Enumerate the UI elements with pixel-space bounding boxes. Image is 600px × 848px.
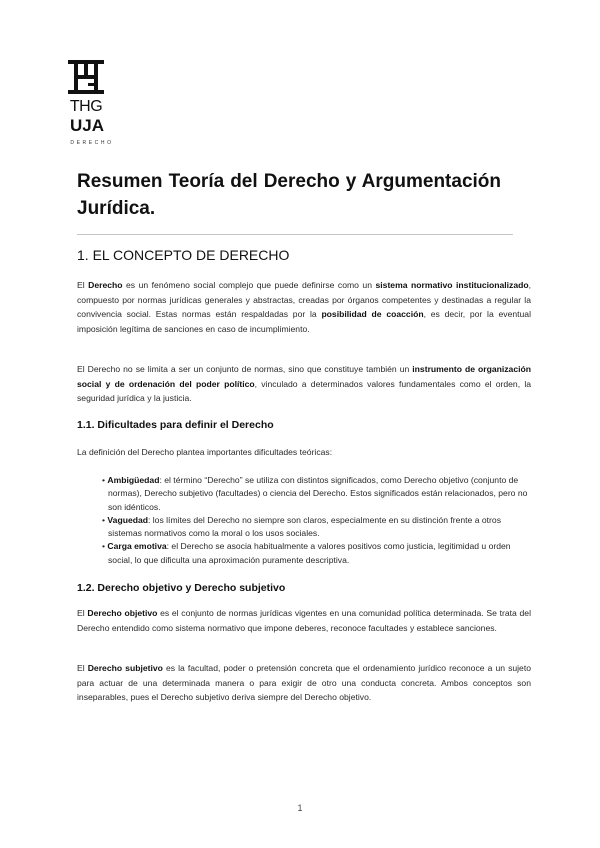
logo bbox=[64, 58, 124, 146]
logo-subtitle: DERECHO bbox=[70, 140, 114, 146]
section-heading-1-1: 1.1. Dificultades para definir el Derecho bbox=[77, 419, 274, 431]
list-item: • Vaguedad: los límites del Derecho no siempre son claros, especialmente en su distinción frente a otros sistemas normativos como la moral o los usos sociales. bbox=[102, 514, 501, 539]
list-item: • Ambigüedad: el término “Derecho” se utiliza con distintos significados, como Derecho objetivo (conjunto de normas), Derecho subjetivo (facultades) o ciencia del Derecho. Estos significados están relacionados, pero no son idénticos. bbox=[102, 475, 528, 512]
paragraph-derecho-instrument: El Derecho no se limita a ser un conjunto de normas, sino que constituye también un instrumento de organización social y de ordenación del poder político, vinculado a determinados valores fundamentales como el orden, la seguridad jurídica y la justicia. bbox=[77, 364, 532, 403]
thg-monogram-icon bbox=[64, 58, 108, 96]
title-line-1: Resumen Teoría del Derecho y Argumentación bbox=[77, 171, 501, 192]
paragraph-derecho-definition: El Derecho es un fenómeno social complejo que puede definirse como un sistema normativo institucionalizado, compuesto por normas jurídicas generales y abstractas, creadas por órganos competentes y destinadas a regular la convivencia social. Estas normas están respaldadas por la posibilidad de coacción, es decir, por la eventual imposición legítima de sanciones en caso de incumplimiento. bbox=[77, 280, 532, 334]
difficulties-list bbox=[102, 474, 532, 567]
page-number: 1 bbox=[297, 803, 303, 813]
section-heading-1-2: 1.2. Derecho objetivo y Derecho subjetivo bbox=[77, 582, 286, 594]
paragraph-derecho-subjetivo: El Derecho subjetivo es la facultad, poder o pretensión concreta que el ordenamiento jurídico reconoce a un sujeto para actuar de una determinada manera o para exigir de otro una conducta concreta. Ambos conceptos son inseparables, pues el Derecho subjetivo deriva siempre del Derecho objetivo. bbox=[77, 663, 532, 702]
paragraph-derecho-objetivo: El Derecho objetivo es el conjunto de normas jurídicas vigentes en una comunidad política determinada. Se trata del Derecho entendido como sistema normativo que impone deberes, reconoce facultades y establece sanciones. bbox=[77, 608, 531, 633]
logo-uja-text: UJA bbox=[69, 116, 104, 135]
document-title bbox=[77, 168, 501, 222]
title-line-2: Jurídica. bbox=[77, 198, 156, 219]
section-heading-1: 1. EL CONCEPTO DE DERECHO bbox=[77, 247, 290, 263]
paragraph-difficulties-intro: La definición del Derecho plantea importantes dificultades teóricas: bbox=[77, 447, 333, 457]
title-divider bbox=[77, 234, 513, 235]
logo-thg-text: THG bbox=[69, 98, 103, 115]
list-item: • Carga emotiva: el Derecho se asocia habitualmente a valores positivos como justicia, legitimidad u orden social, lo que dificulta una aproximación puramente descriptiva. bbox=[102, 541, 511, 565]
